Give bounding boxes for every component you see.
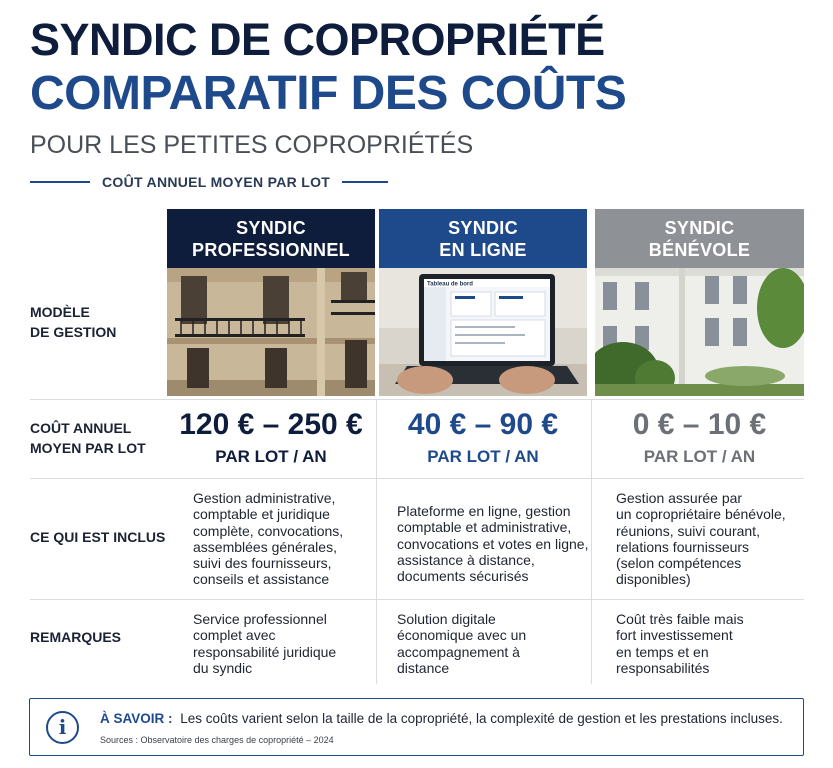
section-label [30, 174, 388, 190]
row-label-modele: MODÈLE DE GESTION [30, 304, 117, 340]
info-text [100, 711, 783, 726]
price-unit-benevole: PAR LOT / AN [643, 447, 756, 466]
page-title-line1: SYNDIC DE COPROPRIÉTÉ [30, 14, 605, 65]
price-unit-professionnel: PAR LOT / AN [215, 447, 327, 466]
info-source: Sources : Observatoire des charges de copropriété – 2024 [100, 735, 334, 745]
price-unit-en-ligne: PAR LOT / AN [427, 447, 539, 466]
row-divider [30, 478, 804, 479]
info-box [29, 698, 804, 756]
row-label-inclus: CE QUI EST INCLUS [30, 529, 166, 545]
info-message: Les coûts varient selon la taille de la copropriété, la complexité de gestion et les prestations incluses. [180, 711, 783, 726]
laptop-screen-title: Tableau de bord [427, 281, 473, 288]
included-en-ligne: Plateforme en ligne, gestion comptable et administrative, convocations et votes en ligne, assistance à distance, documents sécurisés [397, 503, 589, 585]
building-photo-benevole [595, 268, 804, 396]
included-professionnel: Gestion administrative, comptable et juridique complète, convocations, assemblées générales, suivi des fournisseurs, conseils et assistance [193, 490, 344, 588]
remarks-professionnel: Service professionnel complet avec responsabilité juridique du syndic [193, 611, 337, 676]
page-subtitle: POUR LES PETITES COPROPRIÉTÉS [30, 131, 474, 159]
divider-right [342, 181, 388, 183]
price-en-ligne: 40 € – 90 € [407, 408, 559, 441]
column-divider [591, 400, 592, 684]
column-header-professionnel: SYNDIC PROFESSIONNEL [167, 209, 375, 268]
info-key: À SAVOIR : [100, 711, 173, 726]
included-benevole: Gestion assurée par un copropriétaire bénévole, réunions, suivi courant, relations fournisseurs (selon compétences disponibles) [616, 490, 786, 588]
row-divider [30, 599, 804, 600]
price-professionnel: 120 € – 250 € [179, 408, 363, 441]
price-benevole: 0 € – 10 € [632, 408, 767, 441]
column-header-benevole: SYNDIC BÉNÉVOLE [595, 209, 804, 268]
section-label-text: COÛT ANNUEL MOYEN PAR LOT [102, 174, 331, 190]
row-label-cout: COÛT ANNUEL MOYEN PAR LOT [30, 420, 146, 456]
building-photo-professionnel [167, 268, 375, 396]
row-label-remarques: REMARQUES [30, 629, 122, 645]
laptop-photo-en-ligne [379, 268, 587, 396]
remarks-en-ligne: Solution digitale économique avec un accompagnement à distance [397, 611, 527, 676]
row-divider [30, 399, 804, 400]
page-title-line2: COMPARATIF DES COÛTS [30, 67, 627, 120]
divider-left [30, 181, 90, 183]
column-divider [376, 400, 377, 684]
column-header-en-ligne: SYNDIC EN LIGNE [379, 209, 587, 268]
remarks-benevole: Coût très faible mais fort investissement en temps et en responsabilités [616, 611, 744, 676]
info-icon: i [46, 711, 79, 744]
